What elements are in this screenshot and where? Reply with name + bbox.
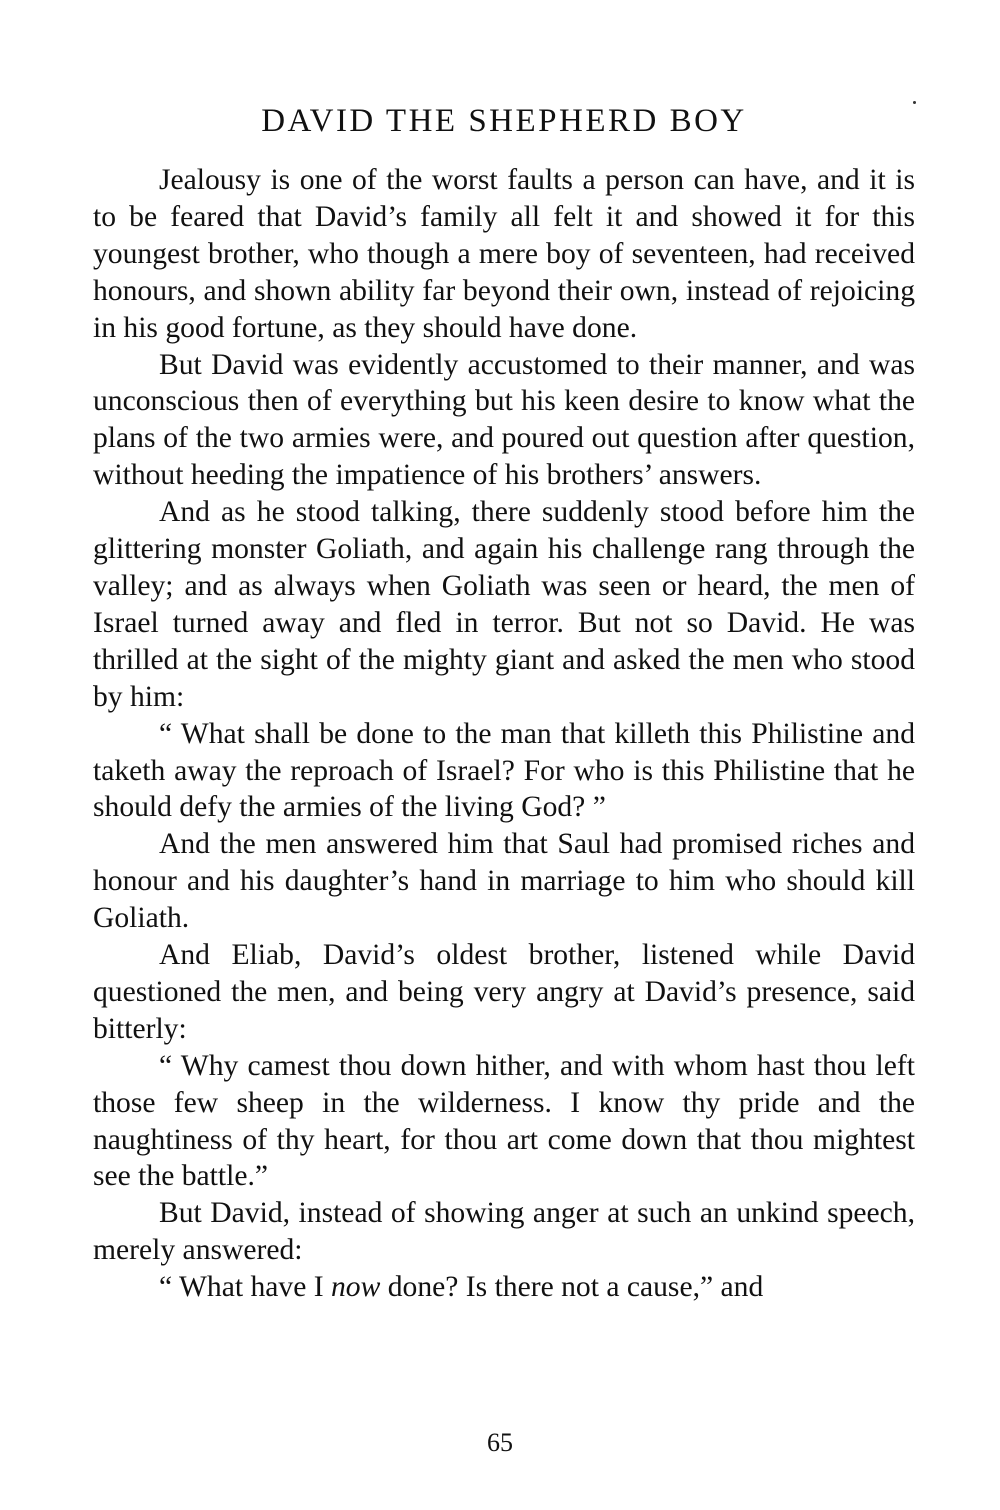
paragraph-3: And as he stood talking, there suddenly stood before him the glittering monster Goliath, and again his challenge rang through the valley; and as always when Goliath was seen or heard, the men of Israel turned away and fled in terror. But not so David. He was thrilled at the sight of the mighty giant and asked the men who stood by him: [93, 496, 915, 713]
paragraph-2: But David was evidently accustomed to their manner, and was unconscious then of everything but his keen desire to know what the plans of the two armies were, and poured out question after question, without heeding the impatience of his brothers’ answers. [93, 348, 915, 492]
paragraph-6: And Eliab, David’s oldest brother, listened while David questioned the men, and being very angry at David’s presence, said bitterly: [93, 939, 915, 1045]
paragraph-8: But David, instead of showing anger at such an unkind speech, merely answered: [93, 1197, 915, 1267]
paper-speck [913, 101, 916, 104]
paragraph-4-quote: “ What shall be done to the man that killeth this Philistine and taketh away the reproach of Israel? For who is this Philistine that he should defy the armies of the living God? ” [93, 717, 915, 824]
paragraph-9-quote [93, 1269, 915, 1306]
quote-text-end: done? Is there not a cause,” and [380, 1271, 764, 1304]
book-page [93, 96, 915, 1306]
page-number: 65 [487, 1428, 513, 1457]
running-head: DAVID THE SHEPHERD BOY [261, 103, 747, 139]
paragraph-7-quote: “ Why camest thou down hither, and with whom hast thou left those few sheep in the wilderness. I know thy pride and the naughtiness of thy heart, for thou art come down that thou mightest see the battle.” [93, 1049, 915, 1193]
paragraph-1: Jealousy is one of the worst faults a person can have, and it is to be feared that David’s family all felt it and showed it for this youngest brother, who though a mere boy of seventeen, had received honours, and shown ability far beyond their own, instead of rejoicing in his good fortune, as they should have done. [93, 164, 915, 344]
quote-text-start: “ What have I [159, 1271, 331, 1304]
paragraph-5: And the men answered him that Saul had promised riches and honour and his daughter’s hand in marriage to him who should kill Goliath. [93, 828, 915, 935]
emphasis-word: now [331, 1271, 381, 1304]
